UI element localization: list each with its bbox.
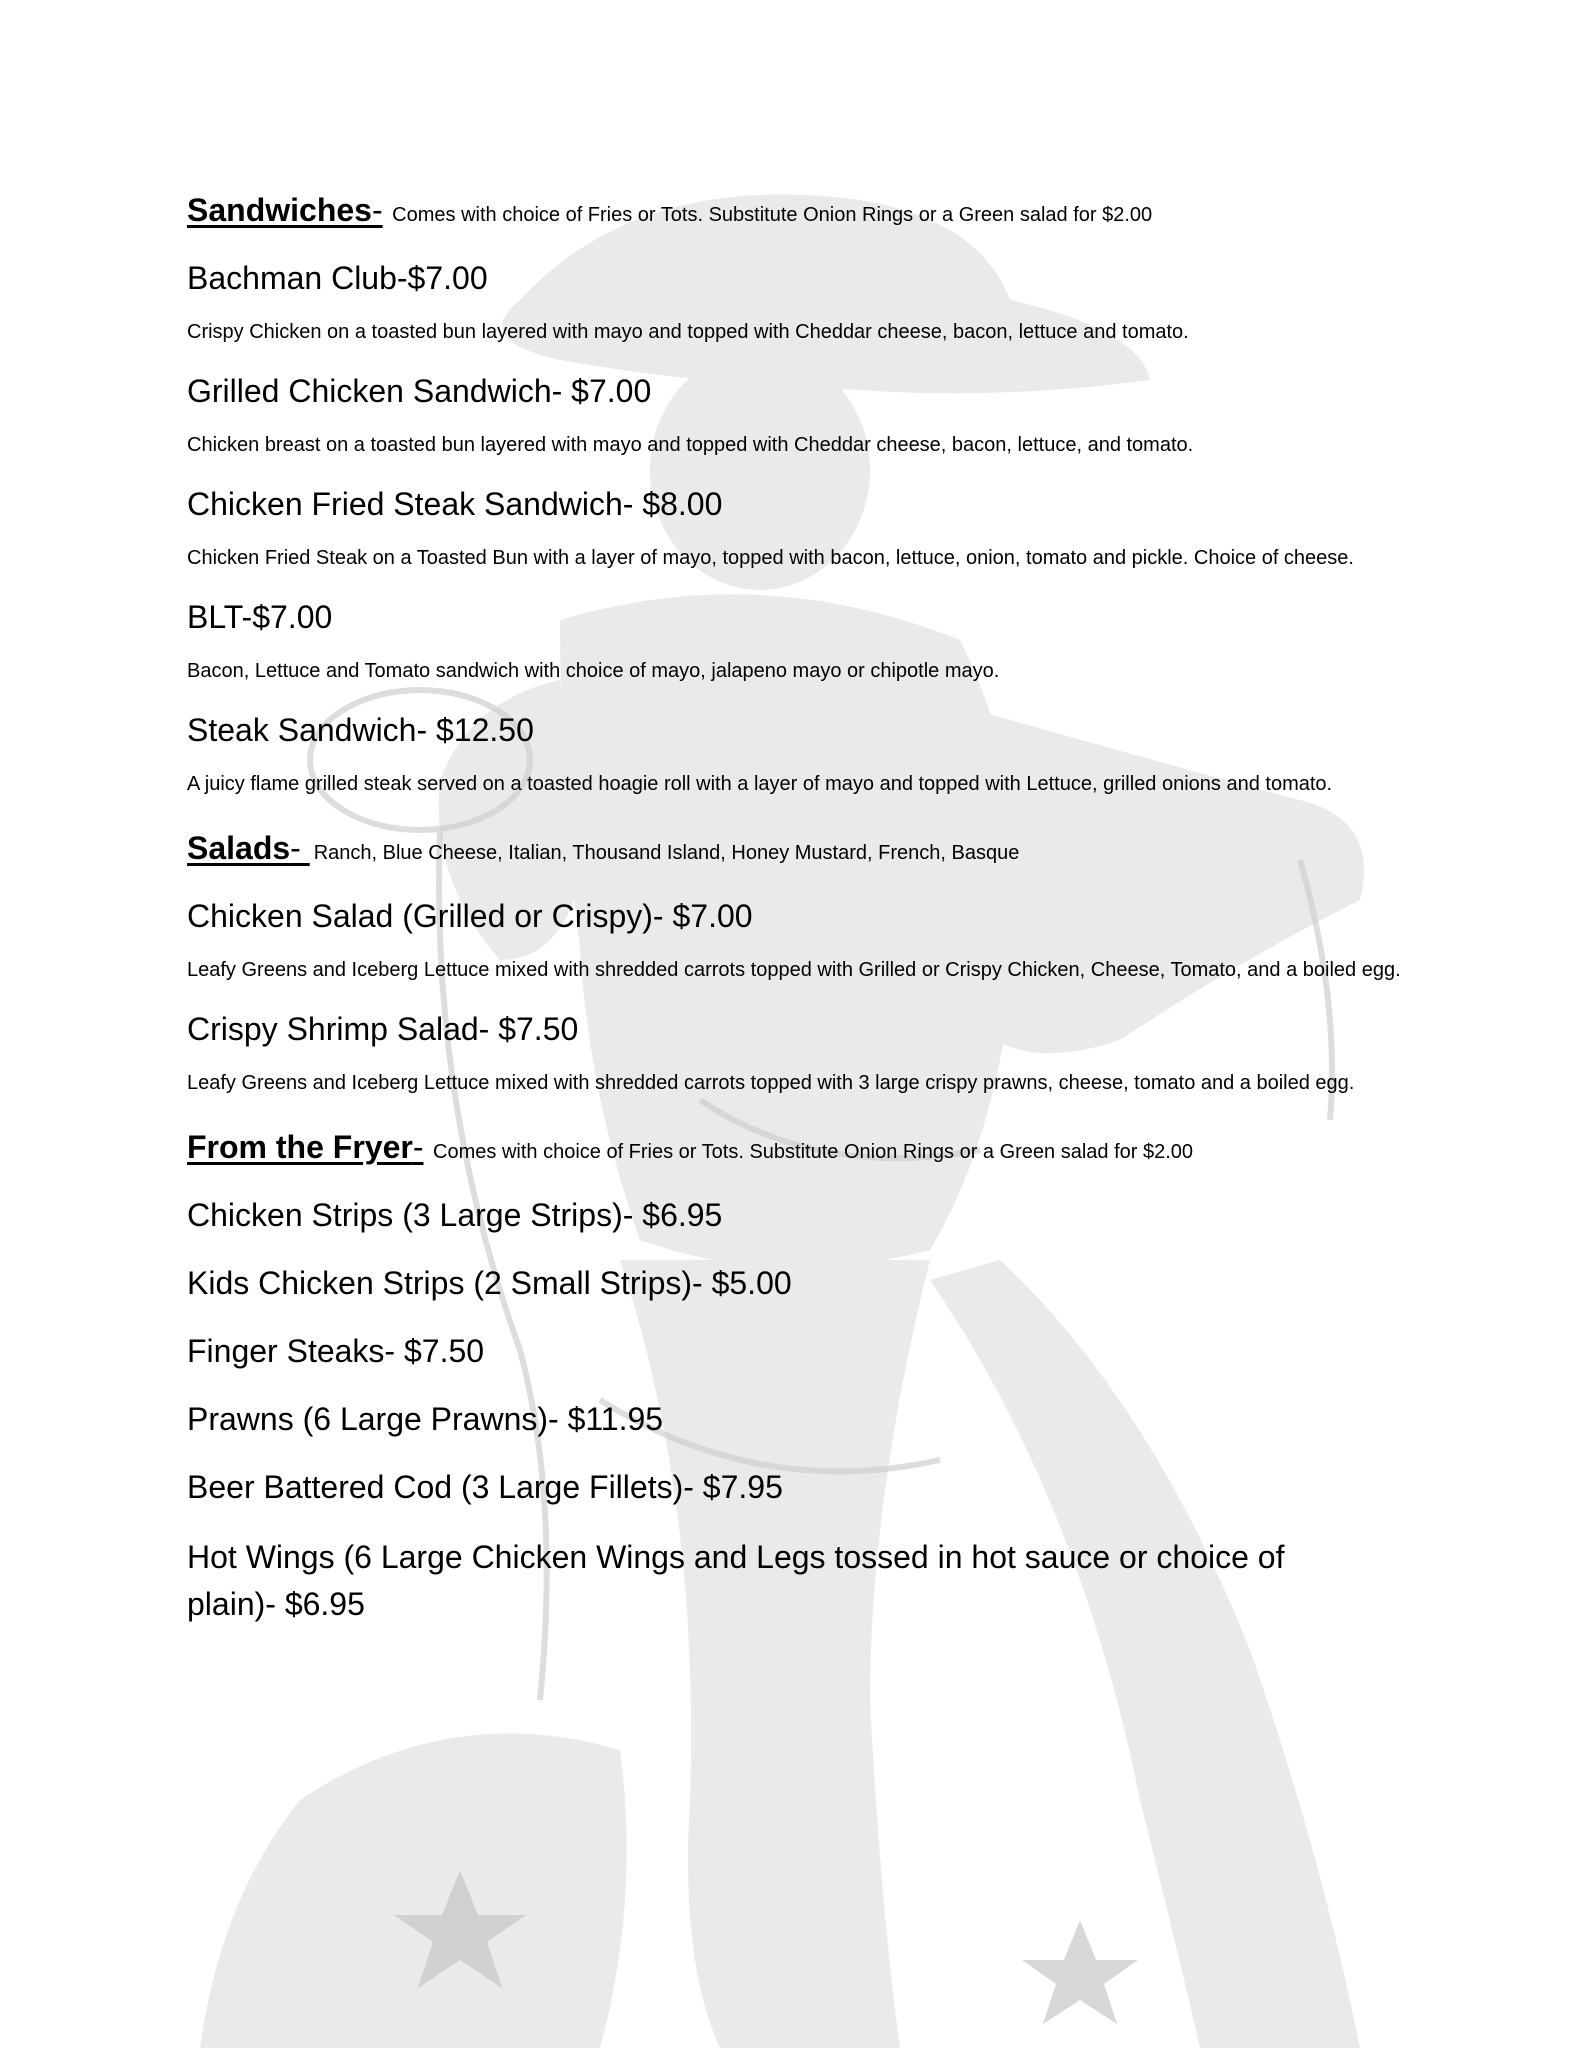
section-dash: - — [412, 1129, 424, 1165]
section-note: Ranch, Blue Cheese, Italian, Thousand Island, Honey Mustard, French, Basque — [313, 842, 1020, 864]
menu-item-title: Chicken Strips (3 Large Strips)- $6.95 — [187, 1197, 723, 1233]
menu-item-description: Leafy Greens and Iceberg Lettuce mixed with shredded carrots topped with 3 large crispy prawns, cheese, tomato and a boiled egg. — [187, 1072, 1355, 1094]
menu-item-description: Bacon, Lettuce and Tomato sandwich with choice of mayo, jalapeno mayo or chipotle mayo. — [187, 660, 1000, 682]
section-note: Comes with choice of Fries or Tots. Substitute Onion Rings or a Green salad for $2.00 — [427, 1141, 1194, 1163]
menu-item-title: Steak Sandwich- $12.50 — [187, 712, 534, 748]
section-title: Sandwiches — [187, 192, 372, 228]
menu-item-description: Crispy Chicken on a toasted bun layered with mayo and topped with Cheddar cheese, bacon, lettuce and tomato. — [187, 321, 1189, 343]
section-header — [187, 1121, 1417, 1180]
section-from-the-fryer — [187, 1121, 1417, 1628]
menu-item-description: Leafy Greens and Iceberg Lettuce mixed with shredded carrots topped with Grilled or Crispy Chicken, Cheese, Tomato, and a boiled egg. — [187, 959, 1401, 981]
menu-item-title: Grilled Chicken Sandwich- $7.00 — [187, 373, 652, 409]
section-dash: - — [371, 192, 383, 228]
menu-item-title: Chicken Salad (Grilled or Crispy)- $7.00 — [187, 898, 753, 934]
section-dash: - — [290, 830, 310, 866]
menu-item-title: Chicken Fried Steak Sandwich- $8.00 — [187, 486, 723, 522]
menu-item-description: Chicken Fried Steak on a Toasted Bun with a layer of mayo, topped with bacon, lettuce, onion, tomato and pickle. Choice of cheese. — [187, 547, 1354, 569]
section-sandwiches — [187, 184, 1417, 800]
menu-item-title: Bachman Club-$7.00 — [187, 260, 488, 296]
section-header — [187, 822, 1417, 881]
menu-item-title: BLT-$7.00 — [187, 599, 333, 635]
section-title: Salads — [187, 830, 291, 866]
menu-item-title: Crispy Shrimp Salad- $7.50 — [187, 1011, 579, 1047]
section-title: From the Fryer — [187, 1129, 413, 1165]
menu-item-title: Prawns (6 Large Prawns)- $11.95 — [187, 1401, 664, 1437]
section-note: Comes with choice of Fries or Tots. Substitute Onion Rings or a Green salad for $2.00 — [386, 204, 1153, 226]
menu-item-description: A juicy flame grilled steak served on a toasted hoagie roll with a layer of mayo and topped with Lettuce, grilled onions and tomato. — [187, 773, 1333, 795]
menu-item-title: Kids Chicken Strips (2 Small Strips)- $5.00 — [187, 1265, 792, 1301]
section-header — [187, 184, 1417, 243]
menu-item-title: Beer Battered Cod (3 Large Fillets)- $7.95 — [187, 1469, 783, 1505]
menu-item-description: Chicken breast on a toasted bun layered with mayo and topped with Cheddar cheese, bacon, lettuce, and tomato. — [187, 434, 1194, 456]
menu-item-title: Hot Wings (6 Large Chicken Wings and Legs tossed in hot sauce or choice of plain)- $6.95 — [187, 1539, 1285, 1622]
section-salads — [187, 822, 1417, 1099]
menu-item-title: Finger Steaks- $7.50 — [187, 1333, 485, 1369]
menu-content — [187, 184, 1417, 1646]
